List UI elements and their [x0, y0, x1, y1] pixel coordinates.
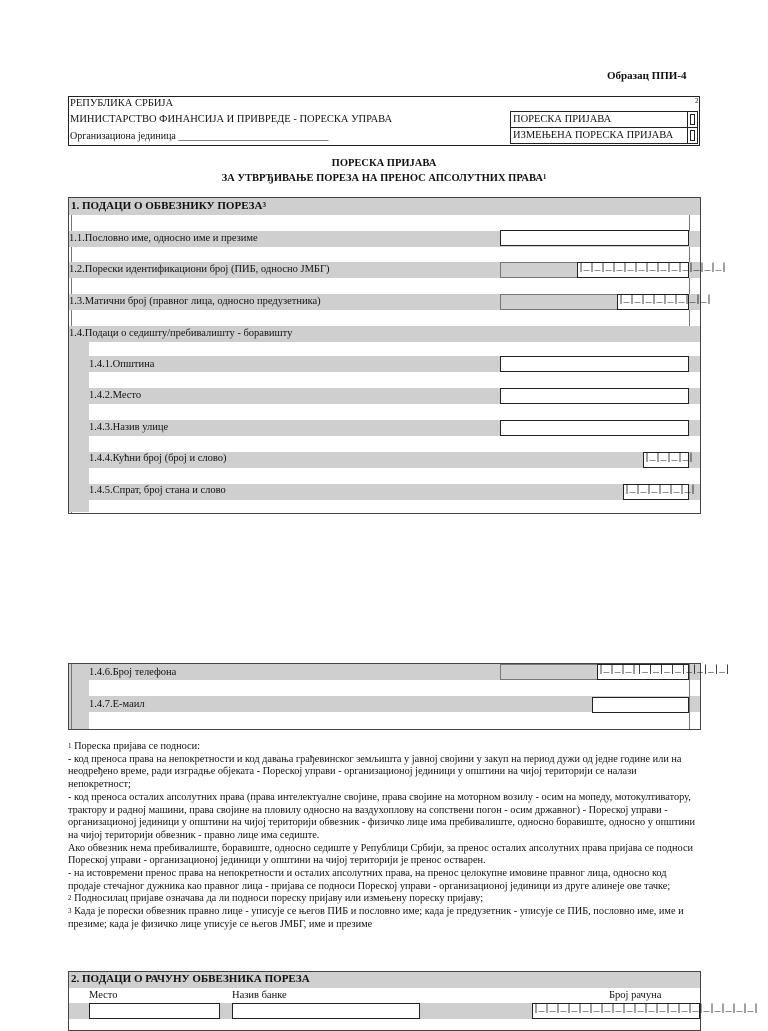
- account-number-input[interactable]: |_|_|_|_|_|_|_|_|_|_|_|_|_|_|_|_|_|_|_|_|: [532, 1003, 700, 1019]
- footnote-1: $^1$ Пореска пријава се подноси:: [68, 741, 200, 752]
- option-amended-return-checkbox[interactable]: [690, 130, 695, 141]
- header-block: [68, 96, 700, 146]
- spacer: [89, 680, 700, 696]
- row-1-3-label: 1.3.Матични број (правног лица, односно предузетника): [69, 296, 321, 307]
- row-1-4-2-label: 1.4.2.Место: [89, 390, 142, 401]
- section1-frame: [68, 197, 727, 514]
- option-amended-return[interactable]: ИЗМЕЊЕНА ПОРЕСКА ПРИЈАВА: [513, 130, 674, 141]
- email-input[interactable]: [592, 697, 689, 713]
- footnote-2: $^2$ Подносилац пријаве означава да ли подноси пореску пријаву или измењену пореску пријаву;: [68, 893, 484, 905]
- option-footnote-mark: 2: [695, 97, 699, 105]
- row-1-4-1-label: 1.4.1.Општина: [89, 359, 155, 370]
- section2-heading: 2. ПОДАЦИ О РАЧУНУ ОБВЕЗНИКА ПОРЕЗА: [71, 973, 310, 985]
- row-1-4-5-label: 1.4.5.Спрат, број стана и слово: [89, 485, 226, 496]
- option-tax-return-checkbox[interactable]: [690, 114, 695, 125]
- place-input[interactable]: [500, 388, 689, 404]
- subsection-indent: [73, 342, 89, 512]
- street-name-input[interactable]: [500, 420, 689, 436]
- row-1-2-label: 1.2.Порески идентификациони број (ПИБ, односно ЈМБГ): [69, 264, 330, 275]
- row-1-4-label: 1.4.Подаци о седишту/пребивалишту - боравишту: [69, 328, 293, 339]
- divider: [687, 112, 688, 143]
- account-number-label: Број рачуна: [609, 990, 662, 1001]
- header-republic: РЕПУБЛИКА СРБИЈА: [70, 98, 174, 109]
- row-1-4-7-label: 1.4.7.Е-маил: [89, 699, 145, 710]
- business-name-input[interactable]: [500, 230, 689, 246]
- row-1-4-3-label: 1.4.3.Назив улице: [89, 422, 169, 433]
- spacer: [89, 468, 700, 484]
- form-title-line2: ЗА УТВРЂИВАЊЕ ПОРЕЗА НА ПРЕНОС АПСОЛУТНИХ ПРАВА$^1$: [221, 173, 547, 184]
- spacer: [89, 404, 700, 420]
- floor-apartment-input[interactable]: |_|_|_|_|_|_|: [623, 484, 689, 500]
- municipality-input[interactable]: [500, 356, 689, 372]
- row-1-1-label: 1.1.Пословно име, односно име и презиме: [69, 233, 258, 244]
- header-ministry: МИНИСТАРСТВО ФИНАНСИЈА И ПРИВРЕДЕ - ПОРЕСКА УПРАВА: [70, 114, 393, 125]
- divider: [511, 127, 697, 128]
- spacer: [89, 436, 700, 452]
- spacer: [89, 500, 700, 513]
- house-number-input[interactable]: |_|_|_|_|: [643, 452, 689, 468]
- footnote-1-item-3: - на истовремени пренос права на непокретности и осталих апсолутних права, на пренос целокупне имовине правног лица, односно код продаје стечајног дужника као правног лица - пријава се подноси Пореској управи - организационој јединици из друге алинеје ове тачке;: [68, 868, 671, 892]
- footnote-1-item-2: - код преноса осталих апсолутних права (права интелектуалне својине, права својине на моторном возилу - осим на мопеду, мотокултиватору, трактору и радној машини, права својине на пловилу односно на ваздухоплову на сопствени погон - осим државног) - Пореској управи - организационој јединици у општини на чијој територији обвезник - физичко лице има пребивалиште, односно боравиште, односно у општини на чијој територији обвезник - правно лице има седиште.: [68, 791, 696, 841]
- header-org-unit: Организациона јединица ______________________________: [70, 131, 329, 142]
- footnote-1-note: Ако обвезник нема пребивалиште, боравиште, односно седиште у Републици Србији, за пренос осталих апсолутних права пријава се подноси Пореској управи - организационој јединици у општини на чијој територији је пренос остварен.: [68, 842, 694, 867]
- section1-heading: 1. ПОДАЦИ О ОБВЕЗНИКУ ПОРЕЗА$^3$: [71, 200, 266, 212]
- registration-number-input[interactable]: |_|_|_|_|_|_|_|_|: [617, 294, 689, 310]
- section1-continued-frame: [68, 663, 731, 730]
- section2-frame: [68, 971, 759, 1031]
- bank-name-label: Назив банке: [232, 990, 287, 1001]
- footnotes: [68, 741, 700, 932]
- account-place-input[interactable]: [89, 1003, 220, 1019]
- footnote-1-item-1: - код преноса права на непокретности и код давања грађевинског земљишта у јавној својини у закуп на период дужи од једне године или на неодређено време, ради изградње објеката - Пореској управи - организационој јединици у општини на чијој територији се налази непокретност;: [68, 753, 682, 791]
- form-code: Образац ППИ-4: [607, 70, 687, 82]
- spacer: [89, 372, 700, 388]
- spacer: [89, 342, 700, 356]
- submission-type-box: [510, 111, 698, 144]
- spacer: [89, 712, 700, 729]
- option-tax-return[interactable]: ПОРЕСКА ПРИЈАВА: [513, 114, 612, 125]
- pib-input[interactable]: |_|_|_|_|_|_|_|_|_|_|_|_|_|: [577, 262, 689, 278]
- form-title-line1: ПОРЕСКА ПРИЈАВА: [331, 158, 437, 169]
- phone-input[interactable]: |_|_|_||_|_|_|_|_|_|_|_|: [597, 664, 689, 680]
- row-1-4-4-label: 1.4.4.Кућни број (број и слово): [89, 453, 227, 464]
- row-1-4-6-label: 1.4.6.Број телефона: [89, 667, 177, 678]
- account-place-label: Место: [89, 990, 118, 1001]
- bank-name-input[interactable]: [232, 1003, 420, 1019]
- footnote-3: $^3$ Када је порески обвезник правно лице - уписује се његов ПИБ и пословно име; када је предузетник - уписује се ПИБ, пословно име, име и презиме; када је физичко лице уписује се његов ЈМБГ, име и презиме: [68, 906, 684, 930]
